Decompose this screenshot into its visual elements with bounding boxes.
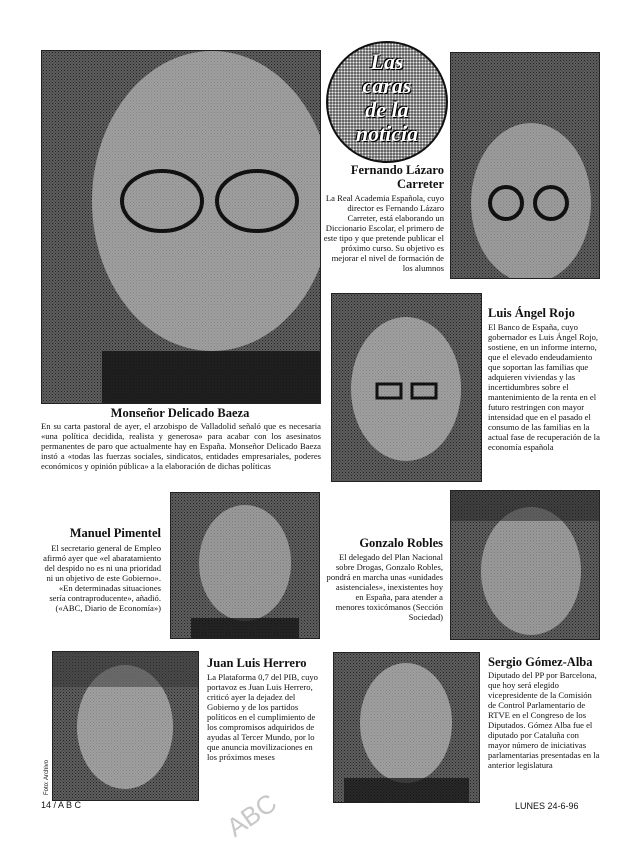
photo-credit: Foto: Archivo	[44, 759, 50, 795]
name-juan-luis-herrero: Juan Luis Herrero	[207, 656, 307, 670]
photo-manuel-pimentel	[170, 492, 320, 639]
name-delicado-baeza: Monseñor Delicado Baeza	[110, 406, 250, 420]
name-sergio-gomez-alba: Sergio Gómez-Alba	[488, 655, 593, 669]
portrait-silhouette	[53, 652, 198, 800]
photo-gonzalo-robles	[450, 490, 600, 640]
portrait-silhouette	[451, 53, 599, 278]
text-gonzalo-robles: El delegado del Plan Nacional sobre Drogas, Gonzalo Robles, pondrá en marcha unas «unidades asistenciales», inexistentes hoy en España, para atender a menores toxicómanos (Sección Sociedad)	[326, 552, 443, 622]
name-lazaro-carreter: Fernando Lázaro Carreter	[350, 163, 444, 191]
photo-delicado-baeza	[41, 50, 321, 404]
text-sergio-gomez-alba: Diputado del PP por Barcelona, que hoy será elegido vicepresidente de la Comisión de Control Parlamentario de RTVE en el Congreso de los Diputados. Gómez Alba fue el diputado por Cataluña con mayor número de iniciativas parlamentarias presentadas en la anterior legislatura	[488, 670, 600, 770]
portrait-silhouette	[451, 491, 599, 639]
text-delicado-baeza: En su carta pastoral de ayer, el arzobispo de Valladolid señaló que es necesaria «una política decidida, realista y generosa» para acabar con los asesinatos permanentes de paro que actualmente hay en España. Monseñor Delicado Baeza instó a «todas las fuerzas sociales, sindicatos, entidades empresariales, poderes económicos y opinión pública» a la elaboración de dichas políticas	[41, 421, 321, 471]
watermark: ABC	[220, 787, 282, 843]
portrait-silhouette	[332, 294, 481, 481]
text-manuel-pimentel: El secretario general de Empleo afirmó ayer que «el abaratamiento del despido no es ni una prioridad ni un objetivo de este Gobierno». «En determinadas situaciones sería contraproducente», añadió. («ABC, Diario de Economía»)	[43, 543, 161, 613]
badge-line-2: caras	[362, 73, 412, 98]
portrait-silhouette	[171, 493, 319, 638]
photo-lazaro-carreter	[450, 52, 600, 279]
text-lazaro-carreter: La Real Academia Española, cuyo director es Fernando Lázaro Carreter, está elaborando un Diccionario Escolar, el primero de este tipo y que pretende publicar el próximo curso. Su objetivo es mejorar el nivel de formación de los alumnos	[323, 193, 444, 273]
name-luis-angel-rojo: Luis Ángel Rojo	[488, 306, 575, 320]
page-date: LUNES 24-6-96	[515, 801, 579, 811]
portrait-silhouette	[42, 51, 320, 403]
badge-line-4: noticia	[355, 121, 419, 146]
badge-line-3: de la	[365, 97, 409, 122]
page-number: 14 / A B C	[41, 800, 82, 810]
name-gonzalo-robles: Gonzalo Robles	[359, 536, 443, 550]
text-juan-luis-herrero: La Plataforma 0,7 del PIB, cuyo portavoz es Juan Luis Herrero, criticó ayer la dejadez del Gobierno y de los partidos políticos en el cumplimiento de los compromisos adquiridos de ayudas al Tercer Mundo, por lo que anuncia movilizaciones en los próximos meses	[207, 672, 318, 762]
badge-line-1: Las	[370, 49, 404, 74]
name-manuel-pimentel: Manuel Pimentel	[69, 526, 161, 540]
photo-luis-angel-rojo	[331, 293, 482, 482]
text-luis-angel-rojo: El Banco de España, cuyo gobernador es Luis Ángel Rojo, sostiene, en un informe interno, que el elevado endeudamiento que soportan las familias que adquieren viviendas y las incertidumbres sobre el mantenimiento de la renta en el futuro restringen con mayor intensidad que en el pasado el consumo de las familias en la actual fase de recuperación de la economía española	[488, 322, 600, 452]
portrait-silhouette	[334, 653, 479, 802]
photo-juan-luis-herrero	[52, 651, 199, 801]
photo-sergio-gomez-alba	[333, 652, 480, 803]
section-badge	[326, 41, 448, 163]
